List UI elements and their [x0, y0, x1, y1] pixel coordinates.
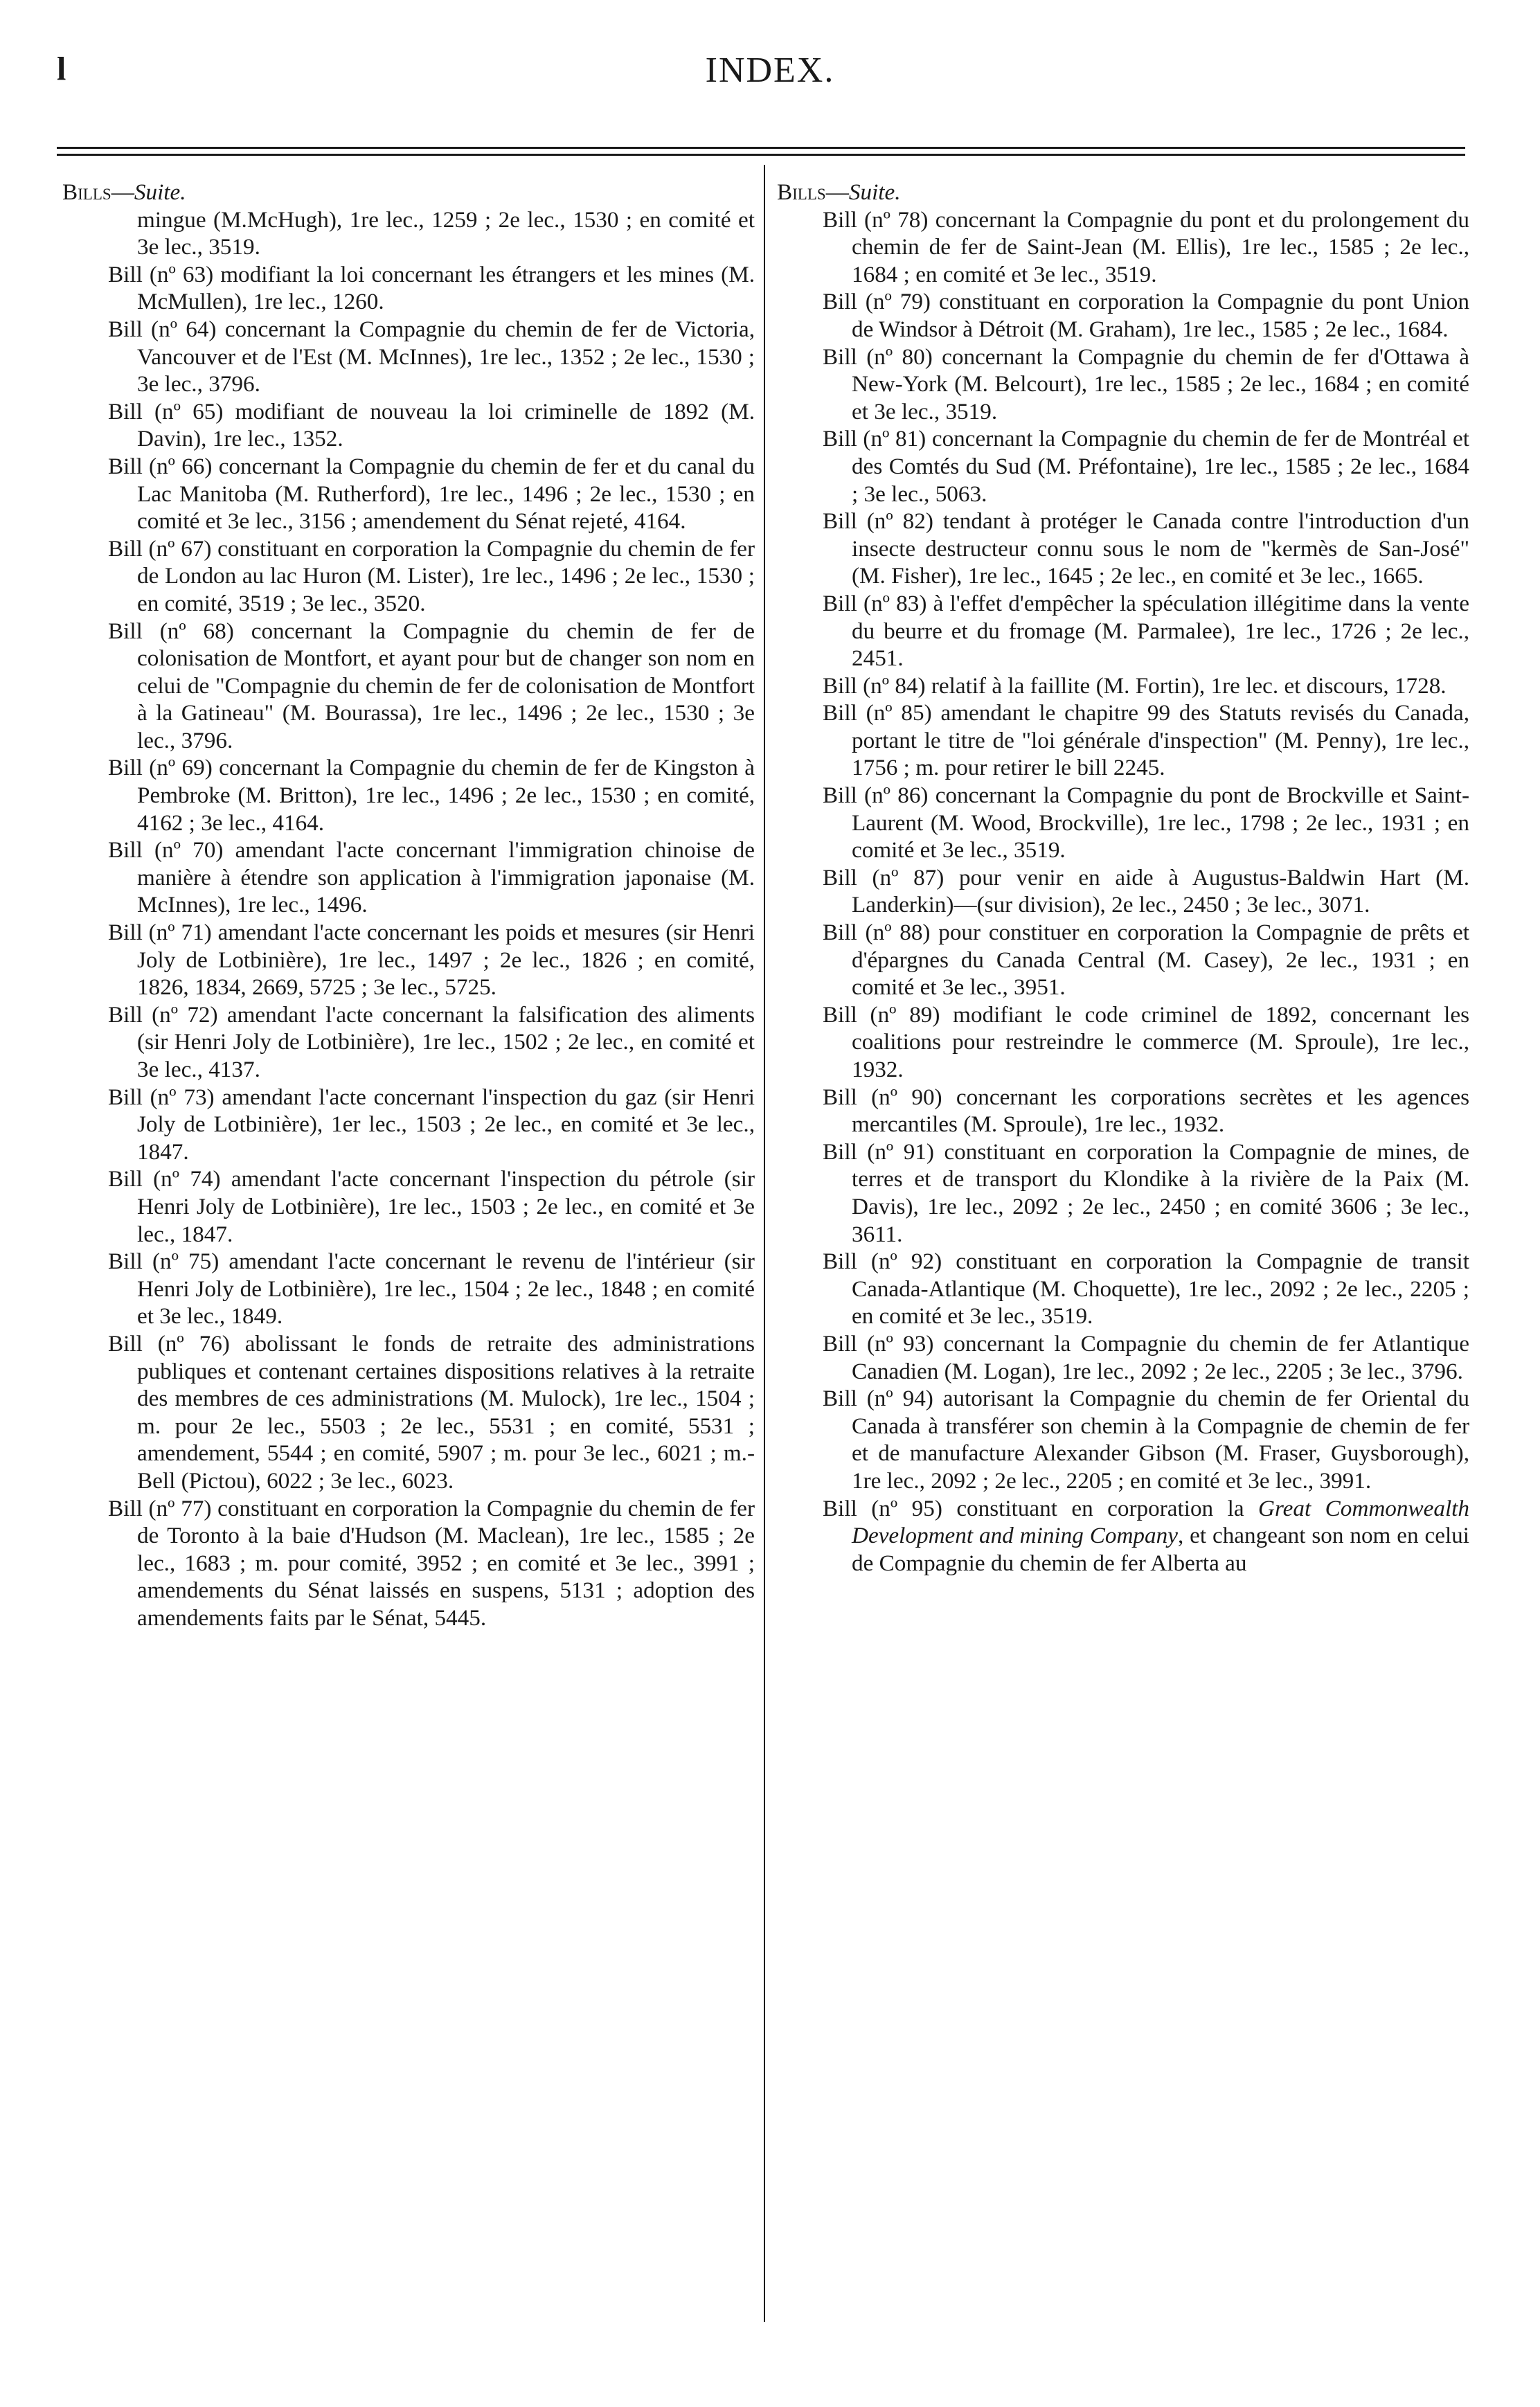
left-column-heading: Bills—Suite. [62, 179, 186, 205]
heading-main: Bills [62, 179, 111, 205]
index-entry: Bill (nº 81) concernant la Compagnie du chemin de fer de Montréal et des Comtés du Sud (M. Préfontaine), 1re lec., 1585 ; 2e lec., 1684 ; 3e lec., 5063. [823, 426, 1469, 507]
index-entry: Bill (nº 72) amendant l'acte concernant la falsification des aliments (sir Henri Joly de Lotbinière), 1re lec., 1502 ; 2e lec., en comité et 3e lec., 4137. [108, 1001, 755, 1082]
index-entry: Bill (nº 83) à l'effet d'empêcher la spéculation illégitime dans la vente du beurre et du fromage (M. Parmalee), 1re lec., 1726 ; 2e lec., 2451. [823, 590, 1469, 672]
right-column-heading: Bills—Suite. [777, 179, 901, 205]
index-entry: Bill (nº 71) amendant l'acte concernant les poids et mesures (sir Henri Joly de Lotbinière), 1re lec., 1497 ; 2e lec., 1826 ; en comité, 1826, 1834, 2669, 5725 ; 3e lec., 5725. [108, 920, 755, 1001]
index-entry: Bill (nº 66) concernant la Compagnie du chemin de fer et du canal du Lac Manitoba (M. Rutherford), 1re lec., 1496 ; 2e lec., 1530 ; en comité et 3e lec., 3156 ; amendement du Sénat rejeté, 4164. [108, 453, 755, 535]
right-column [777, 179, 1469, 1577]
header-rule-top [57, 147, 1465, 149]
index-entry: Bill (nº 82) tendant à protéger le Canada contre l'introduction d'un insecte destructeur connu sous le nom de "kermès de San-José" (M. Fisher), 1re lec., 1645 ; 2e lec., en comité et 3e lec., 1665. [823, 508, 1469, 589]
index-entry: Bill (nº 89) modifiant le code criminel de 1892, concernant les coalitions pour restreindre le commerce (M. Sproule), 1re lec., 1932. [823, 1001, 1469, 1082]
index-entry: Bill (nº 87) pour venir en aide à Augustus-Baldwin Hart (M. Landerkin)—(sur division), 2e lec., 2450 ; 3e lec., 3071. [823, 864, 1469, 918]
index-entry: Bill (nº 88) pour constituer en corporation la Compagnie de prêts et d'épargnes du Canada Central (M. Casey), 2e lec., 1931 ; en comité et 3e lec., 3951. [823, 920, 1469, 1001]
index-entry: Bill (nº 80) concernant la Compagnie du chemin de fer d'Ottawa à New-York (M. Belcourt), 1re lec., 1585 ; 2e lec., 1684 ; en comité et 3e lec., 3519. [823, 343, 1469, 424]
left-column [62, 179, 755, 1631]
index-entry: Bill (nº 92) constituant en corporation la Compagnie de transit Canada-Atlantique (M. Choquette), 1re lec., 2092 ; 2e lec., 2205 ; en comité et 3e lec., 3519. [823, 1249, 1469, 1330]
index-entry: Bill (nº 78) concernant la Compagnie du pont et du prolongement du chemin de fer de Saint-Jean (M. Ellis), 1re lec., 1585 ; 2e lec., 1684 ; en comité et 3e lec., 3519. [823, 206, 1469, 287]
heading-suite: Suite. [134, 179, 186, 205]
continuation-entry: mingue (M.McHugh), 1re lec., 1259 ; 2e lec., 1530 ; en comité et 3e lec., 3519. [137, 206, 755, 260]
entry-text-after: , et changeant son nom en celui de Compagnie du chemin de fer Alberta au [852, 1523, 1469, 1576]
page-title: INDEX. [705, 51, 835, 90]
heading-main: Bills [777, 179, 826, 205]
index-entry-last [823, 1495, 1469, 1577]
index-entry: Bill (nº 69) concernant la Compagnie du chemin de fer de Kingston à Pembroke (M. Britton), 1re lec., 1496 ; 2e lec., 1530 ; en comité, 4162 ; 3e lec., 4164. [108, 755, 755, 836]
heading-suite: Suite. [848, 179, 901, 205]
column-divider [764, 165, 765, 2322]
index-entry: Bill (nº 63) modifiant la loi concernant les étrangers et les mines (M. McMullen), 1re lec., 1260. [108, 261, 755, 315]
index-entry: Bill (nº 65) modifiant de nouveau la loi criminelle de 1892 (M. Davin), 1re lec., 1352. [108, 398, 755, 452]
header-rule-bottom [57, 154, 1465, 156]
index-entry: Bill (nº 68) concernant la Compagnie du chemin de fer de colonisation de Montfort, et ayant pour but de changer son nom en celui de "Compagnie du chemin de fer de colonisation de Montfort à la Gatineau" (M. Bourassa), 1re lec., 1496 ; 2e lec., 1530 ; 3e lec., 3796. [108, 618, 755, 753]
index-entry: Bill (nº 64) concernant la Compagnie du chemin de fer de Victoria, Vancouver et de l'Est (M. McInnes), 1re lec., 1352 ; 2e lec., 1530 ; 3e lec., 3796. [108, 316, 755, 397]
index-entry: Bill (nº 94) autorisant la Compagnie du chemin de fer Oriental du Canada à transférer son chemin à la Compagnie de chemin de fer et de manufacture Alexander Gibson (M. Fraser, Guysborough), 1re lec., 2092 ; 2e lec., 2205 ; en comité et 3e lec., 3991. [823, 1386, 1469, 1494]
index-entry: Bill (nº 93) concernant la Compagnie du chemin de fer Atlantique Canadien (M. Logan), 1re lec., 2092 ; 2e lec., 2205 ; 3e lec., 3796. [823, 1330, 1469, 1384]
index-entry: Bill (nº 76) abolissant le fonds de retraite des administrations publiques et contenant certaines dispositions relatives à la retraite des membres de ces administrations (M. Mulock), 1re lec., 1504 ; m. pour 2e lec., 5503 ; 2e lec., 5531 ; en comité, 5531 ; amendement, 5544 ; en comité, 5907 ; m. pour 3e lec., 6021 ; m.-Bell (Pictou), 6022 ; 3e lec., 6023. [108, 1330, 755, 1494]
index-entry: Bill (nº 91) constituant en corporation la Compagnie de mines, de terres et de transport du Klondike à la rivière de la Paix (M. Davis), 1re lec., 2092 ; 2e lec., 2450 ; en comité 3606 ; 3e lec., 3611. [823, 1138, 1469, 1247]
index-entry: Bill (nº 77) constituant en corporation la Compagnie du chemin de fer de Toronto à la baie d'Hudson (M. Maclean), 1re lec., 1585 ; 2e lec., 1683 ; m. pour comité, 3952 ; en comité et 3e lec., 3991 ; amendements du Sénat laissés en suspens, 5131 ; adoption des amendements faits par le Sénat, 5445. [108, 1495, 755, 1631]
index-entry: Bill (nº 90) concernant les corporations secrètes et les agences mercantiles (M. Sproule), 1re lec., 1932. [823, 1084, 1469, 1138]
index-entry: Bill (nº 75) amendant l'acte concernant le revenu de l'intérieur (sir Henri Joly de Lotbinière), 1re lec., 1504 ; 2e lec., 1848 ; en comité et 3e lec., 1849. [108, 1249, 755, 1330]
index-entry: Bill (nº 85) amendant le chapitre 99 des Statuts revisés du Canada, portant le titre de "loi générale d'inspection" (M. Penny), 1re lec., 1756 ; m. pour retirer le bill 2245. [823, 700, 1469, 781]
index-entry: Bill (nº 73) amendant l'acte concernant l'inspection du gaz (sir Henri Joly de Lotbinière), 1er lec., 1503 ; 2e lec., en comité et 3e lec., 1847. [108, 1084, 755, 1165]
page-number: l [57, 51, 66, 87]
index-entry: Bill (nº 84) relatif à la faillite (M. Fortin), 1re lec. et discours, 1728. [823, 672, 1447, 699]
index-entry: Bill (nº 79) constituant en corporation la Compagnie du pont Union de Windsor à Détroit (M. Graham), 1re lec., 1585 ; 2e lec., 1684. [823, 289, 1469, 342]
entry-text-before: Bill (nº 95) constituant en corporation la [823, 1495, 1258, 1521]
index-entry: Bill (nº 74) amendant l'acte concernant l'inspection du pétrole (sir Henri Joly de Lotbinière), 1re lec., 1503 ; 2e lec., en comité et 3e lec., 1847. [108, 1166, 755, 1247]
index-entry: Bill (nº 70) amendant l'acte concernant l'immigration chinoise de manière à étendre son application à l'immigration japonaise (M. McInnes), 1re lec., 1496. [108, 837, 755, 918]
entry-company-name-italic: Great Commonwealth Development and mining Company [852, 1495, 1469, 1549]
index-entry: Bill (nº 86) concernant la Compagnie du pont de Brockville et Saint-Laurent (M. Wood, Brockville), 1re lec., 1798 ; 2e lec., 1931 ; en comité et 3e lec., 3519. [823, 782, 1469, 864]
index-entry: Bill (nº 67) constituant en corporation la Compagnie du chemin de fer de London au lac Huron (M. Lister), 1re lec., 1496 ; 2e lec., 1530 ; en comité, 3519 ; 3e lec., 3520. [108, 535, 755, 616]
